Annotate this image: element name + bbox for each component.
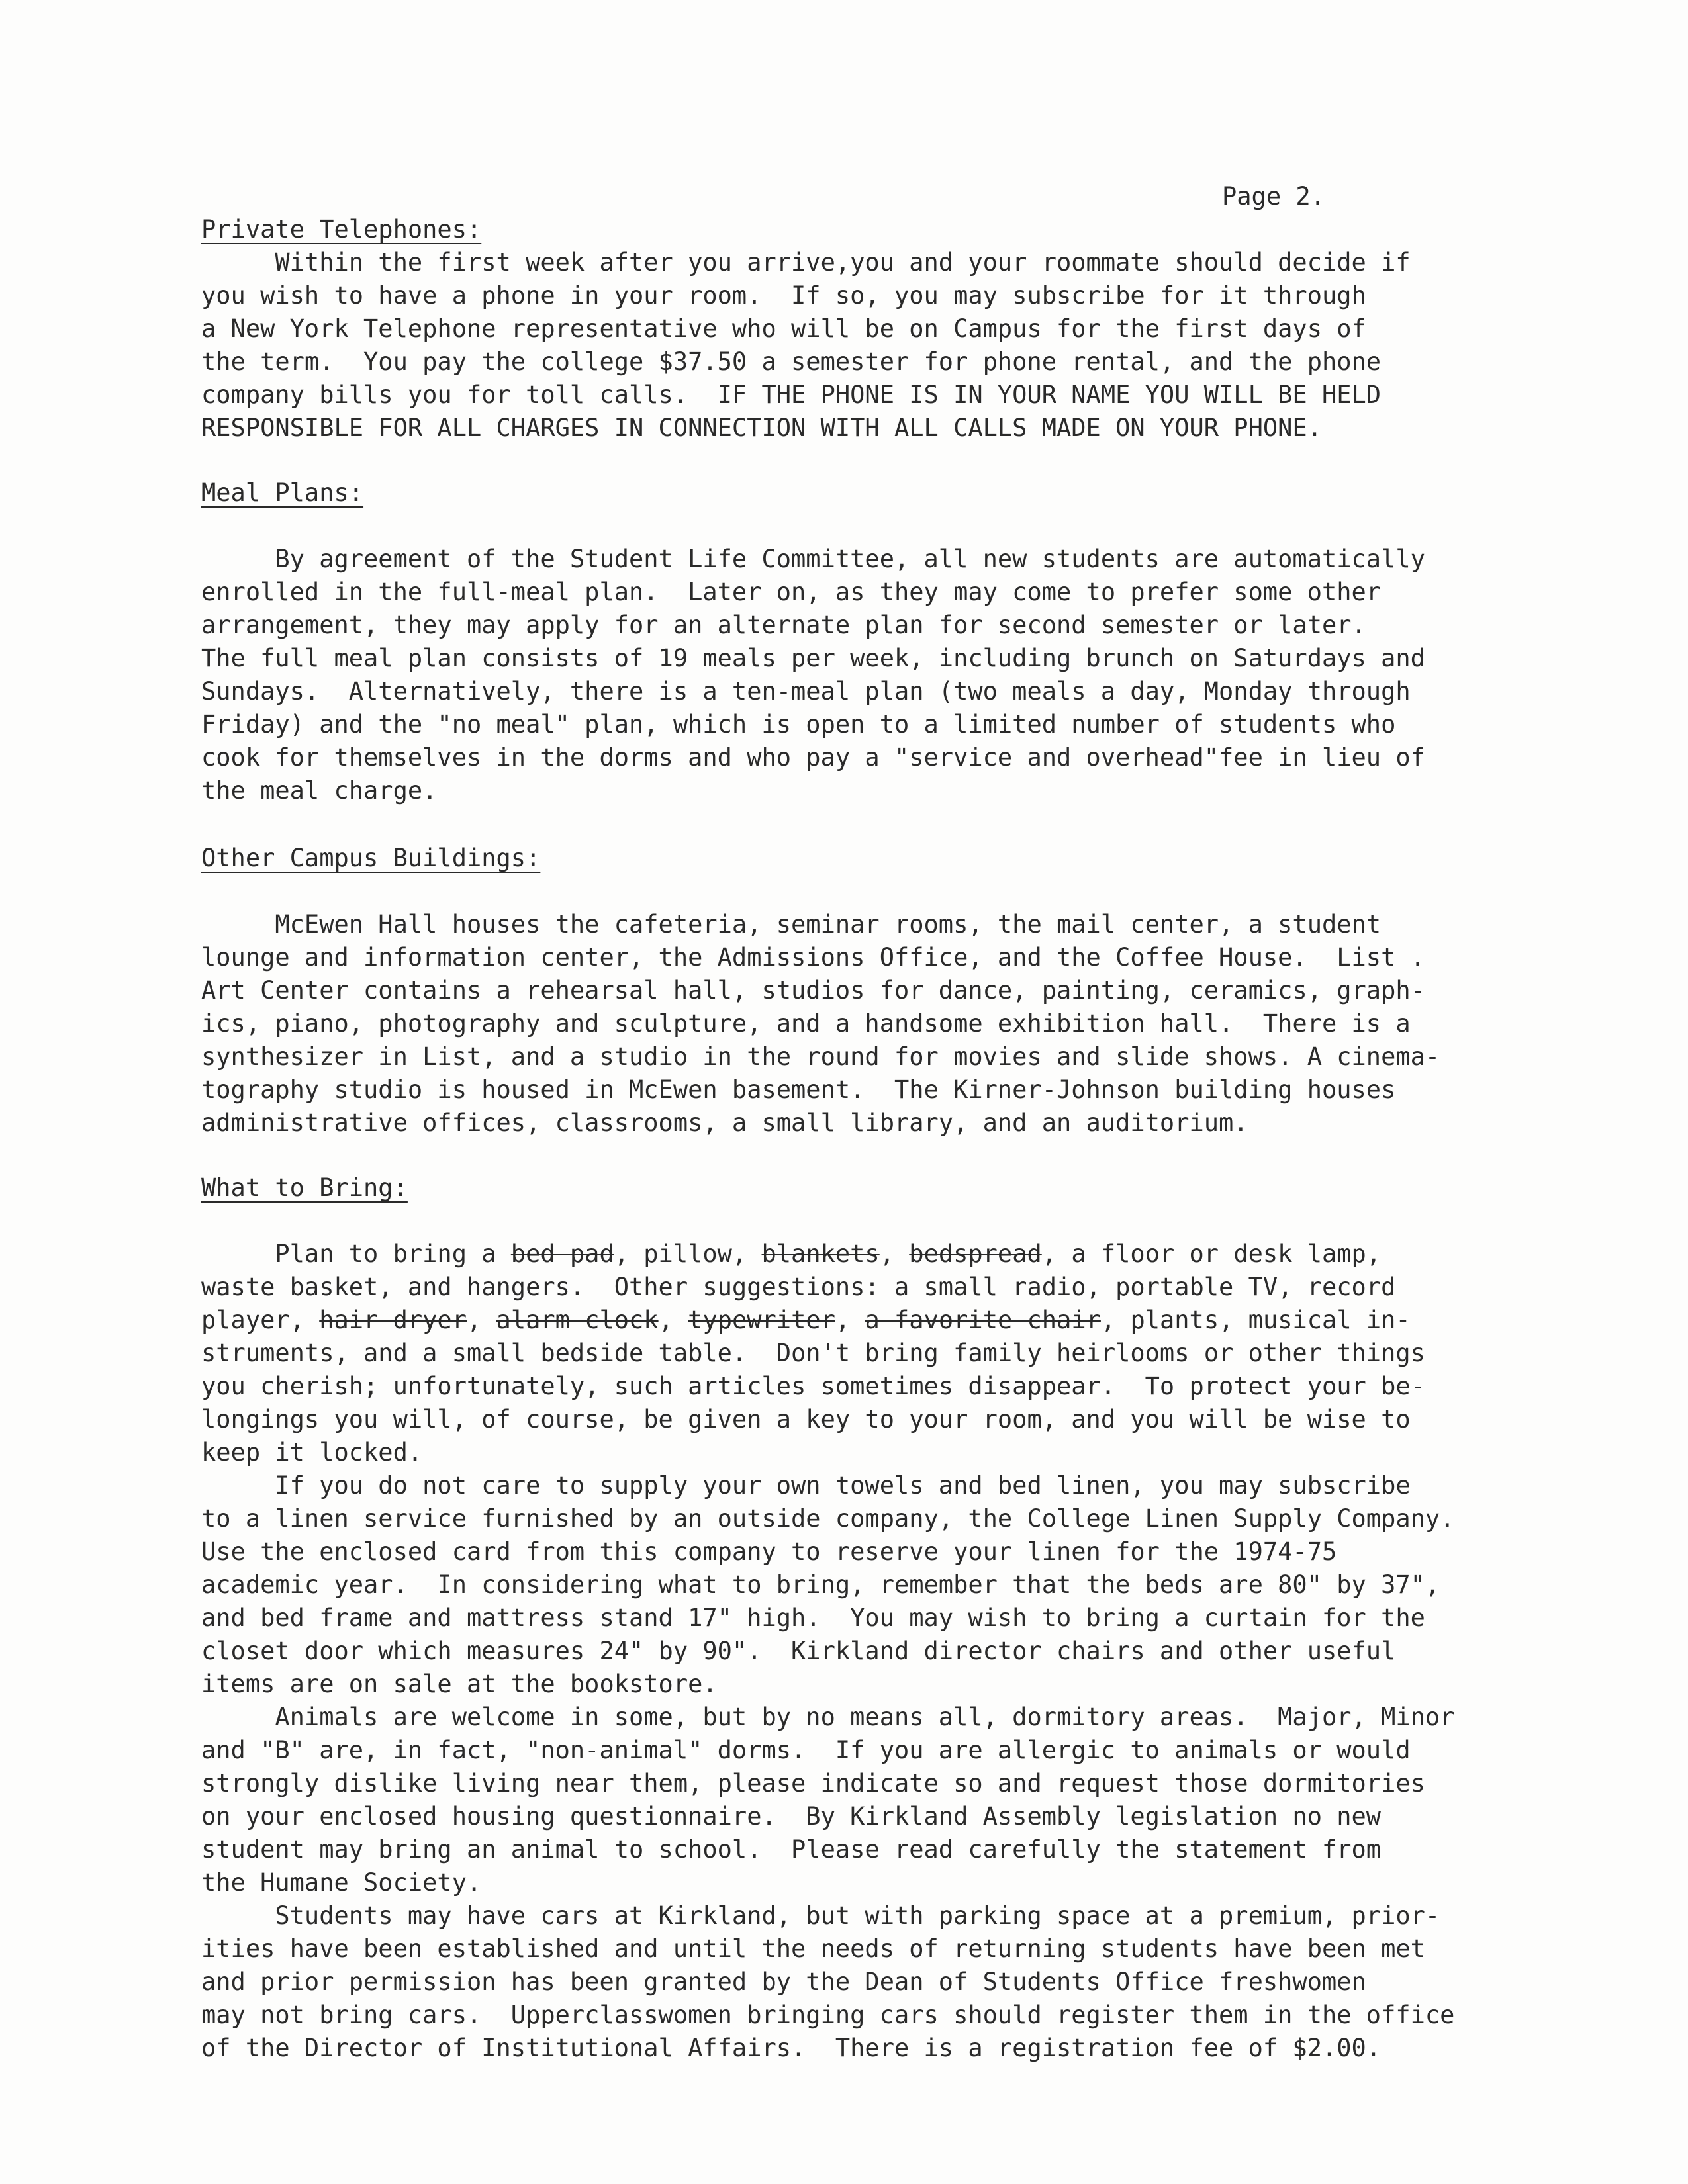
text-line: the meal charge. xyxy=(201,776,438,805)
text-line: struments, and a small bedside table. Don't bring family heirlooms or other things xyxy=(201,1339,1425,1367)
paragraph-private-telephones xyxy=(201,246,1624,445)
text-line: cook for themselves in the dorms and who pay a "service and overhead"fee in lieu of xyxy=(201,743,1425,772)
text-line: items are on sale at the bookstore. xyxy=(201,1670,718,1698)
text-line: may not bring cars. Upperclasswomen bringing cars should register them in the office xyxy=(201,2001,1455,2029)
paragraph-other-campus-buildings xyxy=(201,908,1624,1140)
text-line: enrolled in the full-meal plan. Later on, as they may come to prefer some other xyxy=(201,578,1382,606)
text-line: student may bring an animal to school. Please read carefully the statement from xyxy=(201,1835,1382,1864)
text-line: The full meal plan consists of 19 meals per week, including brunch on Saturdays and xyxy=(201,644,1425,672)
heading-private-telephones: Private Telephones: xyxy=(201,215,482,244)
text-line: strongly dislike living near them, please indicate so and request those dormitories xyxy=(201,1769,1425,1797)
text-line: a New York Telephone representative who will be on Campus for the first days of xyxy=(201,314,1366,343)
text-line: to a linen service furnished by an outside company, the College Linen Supply Company. xyxy=(201,1504,1455,1533)
text-line: closet door which measures 24" by 90". Kirkland director chairs and other useful xyxy=(201,1637,1396,1665)
text-line: company bills you for toll calls. IF THE PHONE IS IN YOUR NAME YOU WILL BE HELD xyxy=(201,381,1382,409)
struck-item-bedspread: bedspread xyxy=(909,1240,1042,1268)
text-line: longings you will, of course, be given a key to your room, and you will be wise to xyxy=(201,1405,1411,1433)
page-number: Page 2. xyxy=(1222,182,1325,210)
text-line: lounge and information center, the Admissions Office, and the Coffee House. List . xyxy=(201,943,1425,972)
text-line: you cherish; unfortunately, such articles sometimes disappear. To protect your be- xyxy=(201,1372,1425,1400)
paragraph-linen-service xyxy=(201,1469,1624,1701)
paragraph-cars xyxy=(201,1899,1624,2065)
text-line: the Humane Society. xyxy=(201,1868,482,1897)
text-line: and prior permission has been granted by the Dean of Students Office freshwomen xyxy=(201,1968,1366,1996)
text-line: Animals are welcome in some, but by no means all, dormitory areas. Major, Minor xyxy=(201,1703,1455,1731)
text-line: you wish to have a phone in your room. If so, you may subscribe for it through xyxy=(201,281,1366,310)
text-line: tography studio is housed in McEwen basement. The Kirner-Johnson building houses xyxy=(201,1075,1396,1104)
text-line: ities have been established and until the needs of returning students have been met xyxy=(201,1934,1425,1963)
text-line: RESPONSIBLE FOR ALL CHARGES IN CONNECTION WITH ALL CALLS MADE ON YOUR PHONE. xyxy=(201,414,1322,442)
text-line: synthesizer in List, and a studio in the round for movies and slide shows. A cinema- xyxy=(201,1042,1440,1071)
paragraph-meal-plans xyxy=(201,543,1624,807)
text-line: academic year. In considering what to bring, remember that the beds are 80" by 37", xyxy=(201,1570,1440,1599)
text-line: player, hair-dryer, alarm clock, typewriter, a favorite chair, plants, musical in- xyxy=(201,1306,1411,1334)
text-line: of the Director of Institutional Affairs. There is a registration fee of $2.00. xyxy=(201,2034,1382,2062)
paragraph-animals xyxy=(201,1701,1624,1899)
struck-item-blankets: blankets xyxy=(761,1240,880,1268)
text-line: keep it locked. xyxy=(201,1438,423,1467)
struck-item-alarm-clock: alarm clock xyxy=(496,1306,659,1334)
heading-meal-plans: Meal Plans: xyxy=(201,478,364,507)
heading-what-to-bring: What to Bring: xyxy=(201,1173,408,1202)
text-line: If you do not care to supply your own towels and bed linen, you may subscribe xyxy=(201,1471,1411,1500)
text-line: Friday) and the "no meal" plan, which is open to a limited number of students who xyxy=(201,710,1396,739)
text-line: Art Center contains a rehearsal hall, studios for dance, painting, ceramics, graph- xyxy=(201,976,1425,1005)
struck-item-favorite-chair: a favorite chair xyxy=(865,1306,1101,1334)
text-line: arrangement, they may apply for an alternate plan for second semester or later. xyxy=(201,611,1366,639)
text-line: administrative offices, classrooms, a small library, and an auditorium. xyxy=(201,1109,1248,1137)
paragraph-what-to-bring xyxy=(201,1238,1624,1469)
heading-other-campus-buildings: Other Campus Buildings: xyxy=(201,844,541,872)
struck-item-typewriter: typewriter xyxy=(688,1306,835,1334)
text-line: on your enclosed housing questionnaire. By Kirkland Assembly legislation no new xyxy=(201,1802,1382,1831)
text-line: the term. You pay the college $37.50 a semester for phone rental, and the phone xyxy=(201,347,1382,376)
text-line: Plan to bring a bed pad, pillow, blankets, bedspread, a floor or desk lamp, xyxy=(201,1240,1382,1268)
text-line: Students may have cars at Kirkland, but with parking space at a premium, prior- xyxy=(201,1901,1440,1930)
text-line: waste basket, and hangers. Other suggestions: a small radio, portable TV, record xyxy=(201,1273,1396,1301)
text-line: McEwen Hall houses the cafeteria, seminar rooms, the mail center, a student xyxy=(201,910,1382,938)
struck-item-hair-dryer: hair-dryer xyxy=(319,1306,467,1334)
text-line: ics, piano, photography and sculpture, and a handsome exhibition hall. There is a xyxy=(201,1009,1411,1038)
text-line: Sundays. Alternatively, there is a ten-meal plan (two meals a day, Monday through xyxy=(201,677,1411,705)
struck-item-bed-pad: bed pad xyxy=(510,1240,614,1268)
text-line: By agreement of the Student Life Committee, all new students are automatically xyxy=(201,545,1425,573)
text-line: Use the enclosed card from this company to reserve your linen for the 1974-75 xyxy=(201,1537,1337,1566)
text-line: and bed frame and mattress stand 17" high. You may wish to bring a curtain for the xyxy=(201,1604,1425,1632)
text-line: and "B" are, in fact, "non-animal" dorms. If you are allergic to animals or would xyxy=(201,1736,1411,1764)
text-line: Within the first week after you arrive,you and your roommate should decide if xyxy=(201,248,1411,277)
